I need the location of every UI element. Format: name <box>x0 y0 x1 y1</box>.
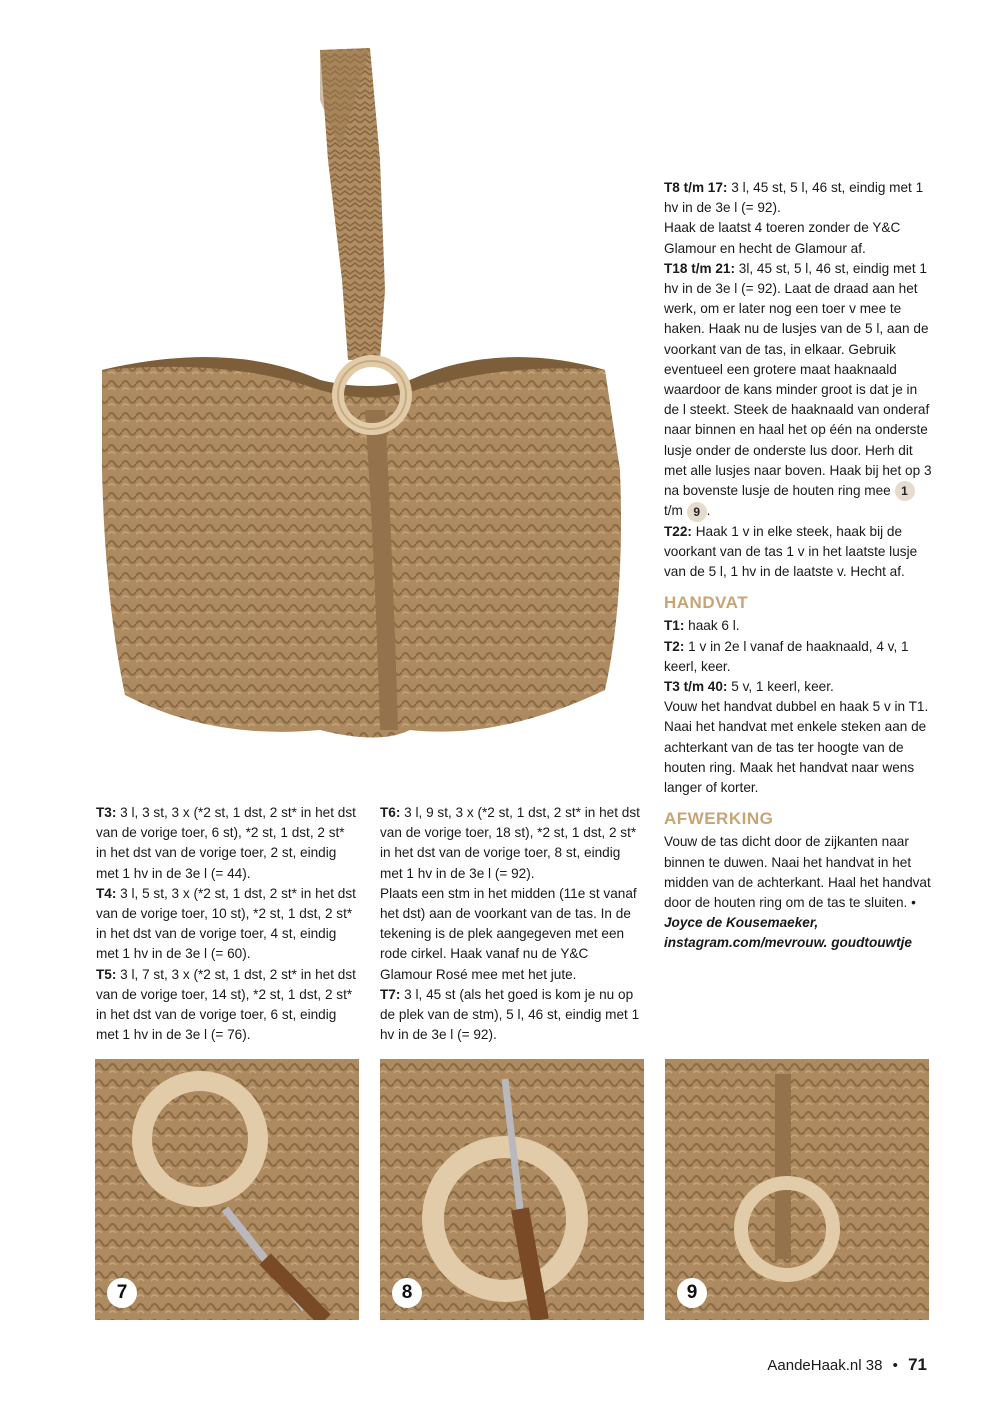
step-photo-9 <box>665 1059 929 1320</box>
para-t7 <box>380 985 642 1046</box>
para-afwerking <box>664 832 932 913</box>
right-column <box>664 178 932 954</box>
text-t4: 3 l, 5 st, 3 x (*2 st, 1 dst, 2 st* in het dst van de vorige toer, 10 st), *2 st, 1 dst, 2 st* in het dst van de vorige toer, 4 st, eindig met 1 hv in de 3e l (= 60). <box>96 885 356 962</box>
magazine-name: AandeHaak.nl 38 <box>767 1357 883 1374</box>
step-8-image <box>380 1059 644 1320</box>
end-mark: • <box>911 894 916 910</box>
text-t8: 3 l, 45 st, 5 l, 46 st, eindig met 1 hv in de 3e l (= 92). <box>664 180 924 216</box>
text-h-t1: haak 6 l. <box>684 618 740 634</box>
para-t18 <box>664 259 932 522</box>
bag-photo <box>80 40 640 760</box>
label-t6: T6: <box>380 805 401 820</box>
para-h-fold <box>664 697 932 798</box>
text-t7: 3 l, 45 st (als het goed is kom je nu op de plek van de stm), 5 l, 46 st, eindig met 1 hv in de 3e l (= 92). <box>380 986 640 1043</box>
badge-end: . <box>706 503 711 519</box>
text-stm: Plaats een stm in het midden (11e st vanaf het dst) aan de voorkant van de tas. In de tekening is de plek aangegeven met een rode cirkel. Haak vanaf nu de Y&C Glamour Rosé mee met het jute. <box>380 885 637 982</box>
label-h-t2: T2: <box>664 638 685 654</box>
step-number-9: 9 <box>677 1278 707 1308</box>
label-t3: T3: <box>96 805 117 820</box>
text-h-t3: 5 v, 1 keerl, keer. <box>727 679 834 695</box>
label-t8: T8 t/m 17: <box>664 180 728 195</box>
text-t6: 3 l, 9 st, 3 x (*2 st, 1 dst, 2 st* in het dst van de vorige toer, 18 st), *2 st, 1 dst, 2 st* in het dst van de vorige toer, 8 st, eindig met 1 hv in de 3e l (= 92). <box>380 805 640 881</box>
label-h-t3: T3 t/m 40: <box>664 679 728 695</box>
column-2 <box>380 803 642 1045</box>
afwerking-heading: AFWERKING <box>664 809 774 829</box>
column-1 <box>96 803 358 1045</box>
para-t3 <box>96 803 358 884</box>
para-stm <box>380 884 642 985</box>
step-9-image <box>665 1059 929 1320</box>
para-t6 <box>380 803 642 884</box>
para-t22 <box>664 522 932 583</box>
label-t18: T18 t/m 21: <box>664 260 736 276</box>
label-t5: T5: <box>96 966 117 982</box>
para-t4 <box>96 884 358 965</box>
para-glamour <box>664 218 932 258</box>
text-t22: Haak 1 v in elke steek, haak bij de voorkant van de tas 1 v in het laatste lusje van de 5 l, 1 hv in de laatste v. Hecht af. <box>664 523 918 580</box>
text-glamour: Haak de laatst 4 toeren zonder de Y&C Glamour en hecht de Glamour af. <box>664 220 901 256</box>
para-h-t2 <box>664 637 932 677</box>
step-photo-7 <box>95 1059 359 1320</box>
text-h-fold: Vouw het handvat dubbel en haak 5 v in T1. Naai het handvat met enkele steken aan de achterkant van de tas ter hoogte van de houten ring. Maak het handvat naar wens langer of korter. <box>664 699 929 796</box>
text-t5: 3 l, 7 st, 3 x (*2 st, 1 dst, 2 st* in het dst van de vorige toer, 14 st), *2 st, 1 dst, 2 st* in het dst van de vorige toer, 6 st, eindig met 1 hv in de 3e l (= 76). <box>96 966 356 1043</box>
handvat-heading: HANDVAT <box>664 593 749 613</box>
text-t18: 3l, 45 st, 5 l, 46 st, eindig met 1 hv in de 3e l (= 92). Laat de draad aan het werk, om er later nog een toer v mee te haken. Haak nu de lusjes van de 5 l, aan de voorkant van de tas, in elkaar. Gebruik eventueel een grotere maat haaknaald waardoor de kans minder groot is dat je in de l steekt. Steek de haaknaald van onderaf naar binnen en haal het op één na onderste lusje onder de onderste lus door. Herh dit met alle lusjes naar boven. Haak bij het op 3 na bovenste lusje de houten ring mee <box>664 260 932 499</box>
para-h-t3 <box>664 677 932 697</box>
step-number-8: 8 <box>392 1278 422 1308</box>
para-t5 <box>96 965 358 1046</box>
label-t4: T4: <box>96 885 117 901</box>
tm-text: t/m <box>664 503 683 519</box>
para-t8 <box>664 178 932 218</box>
footer-bullet: • <box>892 1357 898 1374</box>
text-h-t2: 1 v in 2e l vanaf de haaknaald, 4 v, 1 keerl, keer. <box>664 638 909 674</box>
step-photo-8 <box>380 1059 644 1320</box>
para-h-t1 <box>664 616 932 636</box>
step-badge-1: 1 <box>895 481 915 501</box>
text-t3: 3 l, 3 st, 3 x (*2 st, 1 dst, 2 st* in het dst van de vorige toer, 6 st), *2 st, 1 dst, 2 st* in het dst van de vorige toer, 2 st, eindig met 1 hv in de 3e l (= 44). <box>96 805 356 881</box>
crocheted-bag-image <box>80 40 640 760</box>
label-t22: T22: <box>664 523 692 539</box>
page-footer <box>767 1355 927 1375</box>
page-number: 71 <box>908 1355 927 1374</box>
step-number-7: 7 <box>107 1278 137 1308</box>
label-t7: T7: <box>380 986 401 1002</box>
step-badge-9: 9 <box>687 502 707 522</box>
text-afwerking: Vouw de tas dicht door de zijkanten naar binnen te duwen. Naai het handvat in het midden van de achterkant. Haal het handvat door de houten ring om de tas te sluiten. <box>664 834 931 910</box>
label-h-t1: T1: <box>664 618 685 634</box>
author-credit: Joyce de Kousemaeker, instagram.com/mevrouw. goudtouwtje <box>664 915 912 951</box>
step-7-image <box>95 1059 359 1320</box>
